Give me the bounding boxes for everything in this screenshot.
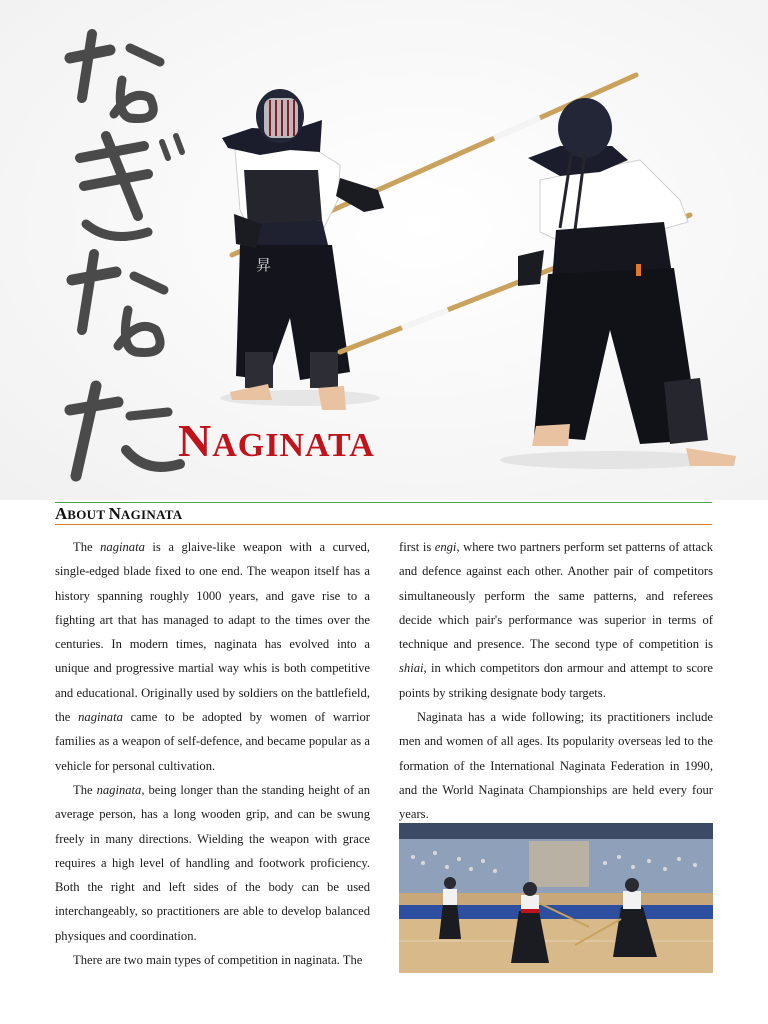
- paragraph-5: Naginata has a wide following; its practitioners include men and women of all ages. Its popularity overseas led to the formation of the International Naginata Federation in 1990, and the World Naginata Championships are held every four years.: [399, 710, 713, 822]
- section-rule-green: [55, 502, 712, 503]
- body-column-right: [399, 535, 713, 827]
- heading-initial-2: N: [108, 504, 121, 523]
- paragraph-1: [55, 535, 370, 778]
- p1-text-a: The: [73, 540, 101, 554]
- p4-text-a: first is: [399, 540, 435, 554]
- p2-italic-naginata: naginata: [96, 782, 142, 797]
- main-title-initial: N: [178, 415, 213, 466]
- p2-text-b: , being longer than the standing height of an average person, has a long wooden grip, and can be swung freely in many directions. Wielding the weapon with grace requires a high level of handling and footwork proficiency. Both the right and left sides of the body can be used interchangeably, so practitioners are able to develop balanced physiques and coordination.: [55, 782, 371, 943]
- heading-rest-1: BOUT: [67, 507, 109, 522]
- paragraph-4: [399, 535, 713, 705]
- p4-text-c: , in which competitors don armour and attempt to score points by striking designate body targets.: [399, 661, 713, 700]
- p4-text-b: , where two partners perform set patterns of attack and defence against each other. Another pair of competitors simultaneously perform the same patterns, and referees decide which pair's performance was superior in terms of technique and presence. The second type of competition is: [399, 540, 713, 652]
- paragraph-2: [55, 778, 370, 948]
- heading-initial-1: A: [55, 504, 68, 523]
- svg-text:昇: 昇: [256, 256, 272, 274]
- p4-italic-shiai: shiai: [399, 661, 424, 676]
- main-title-rest: AGINATA: [212, 427, 375, 464]
- paragraph-3: There are two main types of competition in naginata. The: [73, 953, 363, 968]
- p4-italic-engi: engi: [434, 540, 457, 554]
- p1-text-c: came to be adopted by women of warrior families as a weapon of self-defence, and became popular as a vehicle for personal cultivation.: [55, 710, 370, 773]
- p2-text-a: The: [73, 782, 97, 797]
- p1-italic-naginata-2: naginata: [78, 710, 123, 725]
- section-rule-orange: [55, 524, 712, 525]
- hero-section: [0, 0, 768, 500]
- main-title: [178, 415, 375, 466]
- section-heading: [55, 505, 183, 523]
- body-column-left: [55, 535, 370, 972]
- p1-text-b: is a glaive-like weapon with a curved, single-edged blade fixed to one end. The weapon itself has a history spanning roughly 1000 years, and gave rise to a fighting art that has managed to adapt to the times over the centuries. In modern times, naginata has evolved into a unique and progressive martial way whis is both competitive and educational. Originally used by soldiers on the battlefield, the: [55, 540, 370, 725]
- heading-rest-2: AGINATA: [120, 507, 183, 522]
- p1-italic-naginata: naginata: [100, 540, 145, 554]
- naginata-competition-arena-photo: [399, 823, 713, 973]
